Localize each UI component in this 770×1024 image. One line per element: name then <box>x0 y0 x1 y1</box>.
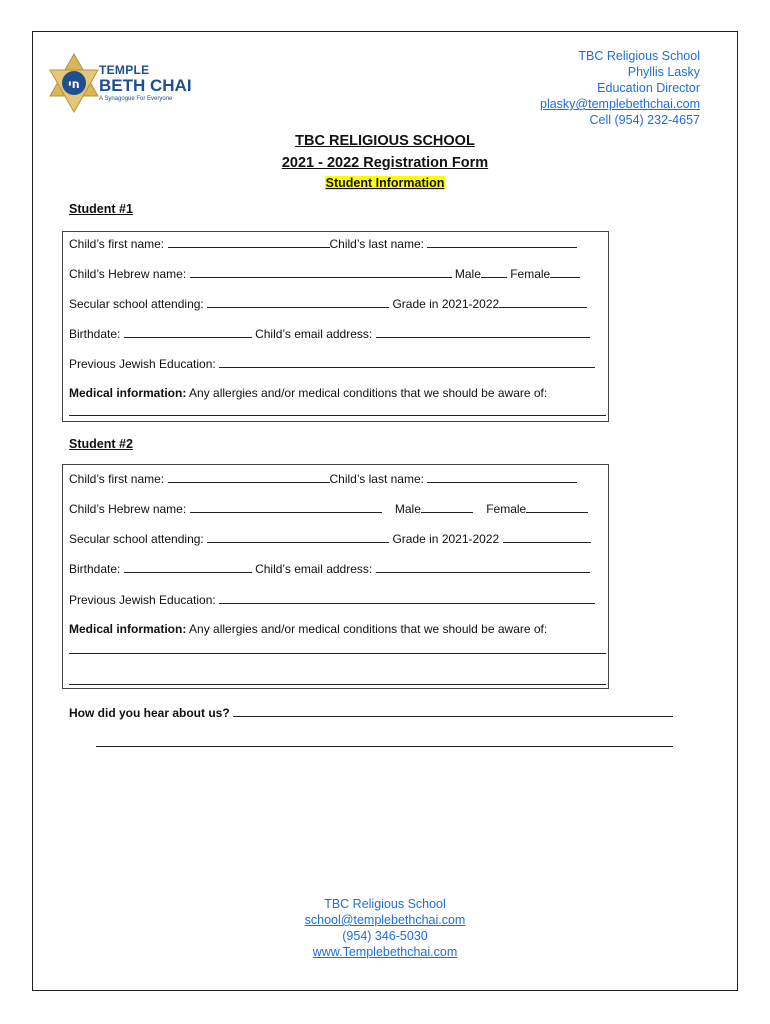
hear-about-us-row <box>69 705 673 720</box>
hear-about-us-field-2[interactable] <box>96 746 673 747</box>
s2-secular-school-field[interactable] <box>207 531 389 543</box>
s1-email-field[interactable] <box>376 326 590 338</box>
s2-medical-text: Any allergies and/or medical conditions that we should be aware of: <box>186 622 548 636</box>
s2-birthdate-field[interactable] <box>124 561 252 573</box>
s1-female-label: Female <box>510 267 551 281</box>
s2-email-field[interactable] <box>376 561 590 573</box>
logo-tagline: A Synagogue For Everyone <box>99 96 173 102</box>
s2-last-name-field[interactable] <box>427 471 577 483</box>
s1-first-name-field[interactable] <box>168 236 330 248</box>
s1-male-label: Male <box>454 267 481 281</box>
s1-last-name-field[interactable] <box>427 236 577 248</box>
s1-grade-field[interactable] <box>499 296 587 308</box>
s2-last-name-label: Child’s last name: <box>329 472 424 486</box>
student-1-heading: Student #1 <box>69 202 133 216</box>
student-information-heading: Student Information <box>325 176 445 190</box>
form-title-registration: 2021 - 2022 Registration Form <box>281 155 489 171</box>
s1-previous-education-field[interactable] <box>219 356 595 368</box>
s2-hebrew-name-label: Child’s Hebrew name: <box>69 502 187 516</box>
s1-previous-education-label: Previous Jewish Education: <box>69 357 216 371</box>
s2-previous-education-field[interactable] <box>219 592 595 604</box>
s2-female-label: Female <box>486 502 527 516</box>
s2-first-name-label: Child’s first name: <box>69 472 165 486</box>
s2-previous-row <box>69 592 595 607</box>
contact-school: TBC Religious School <box>578 49 700 63</box>
s1-medical-field[interactable] <box>69 415 606 416</box>
s1-name-row <box>69 236 577 251</box>
form-subtitle <box>0 176 770 190</box>
footer-school: TBC Religious School <box>324 897 446 911</box>
s2-first-name-field[interactable] <box>168 471 330 483</box>
s2-grade-label: Grade in 2021-2022 <box>392 532 500 546</box>
svg-text:חי: חי <box>68 77 80 91</box>
student-2-box <box>62 464 609 689</box>
s1-hebrew-row <box>69 266 580 281</box>
s1-secular-school-label: Secular school attending: <box>69 297 204 311</box>
contact-role: Education Director <box>597 81 700 95</box>
contact-block <box>540 48 700 128</box>
s1-birthdate-label: Birthdate: <box>69 327 121 341</box>
s1-grade-label: Grade in 2021-2022 <box>392 297 500 311</box>
s1-male-field[interactable] <box>481 266 507 278</box>
s1-female-field[interactable] <box>550 266 580 278</box>
s2-hebrew-row <box>69 501 588 516</box>
s2-male-field[interactable] <box>421 501 473 513</box>
s1-first-name-label: Child’s first name: <box>69 237 165 251</box>
s2-medical-field-1[interactable] <box>69 653 606 654</box>
s2-school-row <box>69 531 591 546</box>
contact-name: Phyllis Lasky <box>627 65 700 79</box>
temple-beth-chai-logo <box>48 52 208 116</box>
logo-line-beth-chai: BETH CHAI <box>99 76 192 95</box>
s2-female-field[interactable] <box>526 501 588 513</box>
s1-medical-row <box>69 386 547 400</box>
form-title-school: TBC RELIGIOUS SCHOOL <box>295 133 475 149</box>
s2-medical-label: Medical information: <box>69 622 187 636</box>
hear-about-us-field[interactable] <box>233 705 673 717</box>
s1-hebrew-name-field[interactable] <box>190 266 452 278</box>
s2-grade-field[interactable] <box>503 531 591 543</box>
s2-previous-education-label: Previous Jewish Education: <box>69 593 216 607</box>
s2-name-row <box>69 471 577 486</box>
contact-email-link[interactable]: plasky@templebethchai.com <box>540 97 700 111</box>
s2-male-label: Male <box>394 502 421 516</box>
contact-cell: Cell (954) 232-4657 <box>589 113 700 127</box>
s2-birth-row <box>69 561 590 576</box>
footer-website-link[interactable]: www.Templebethchai.com <box>312 945 458 959</box>
s1-hebrew-name-label: Child’s Hebrew name: <box>69 267 187 281</box>
footer-phone: (954) 346-5030 <box>342 929 428 943</box>
s1-medical-text: Any allergies and/or medical conditions that we should be aware of: <box>186 386 548 400</box>
s1-previous-row <box>69 356 595 371</box>
s1-last-name-label: Child’s last name: <box>329 237 424 251</box>
s2-medical-row <box>69 622 547 636</box>
s2-birthdate-label: Birthdate: <box>69 562 121 576</box>
s2-hebrew-name-field[interactable] <box>190 501 382 513</box>
s1-birthdate-field[interactable] <box>124 326 252 338</box>
s1-medical-label: Medical information: <box>69 386 187 400</box>
footer-contact <box>0 896 770 960</box>
s1-school-row <box>69 296 587 311</box>
s2-email-label: Child’s email address: <box>255 562 373 576</box>
s2-medical-field-2[interactable] <box>69 684 606 685</box>
s1-birth-row <box>69 326 590 341</box>
footer-email-link[interactable]: school@templebethchai.com <box>304 913 466 927</box>
student-2-heading: Student #2 <box>69 437 133 451</box>
s1-email-label: Child’s email address: <box>255 327 373 341</box>
s2-secular-school-label: Secular school attending: <box>69 532 204 546</box>
hear-about-us-label: How did you hear about us? <box>69 706 230 720</box>
logo-line-temple: TEMPLE <box>99 63 150 77</box>
s1-secular-school-field[interactable] <box>207 296 389 308</box>
